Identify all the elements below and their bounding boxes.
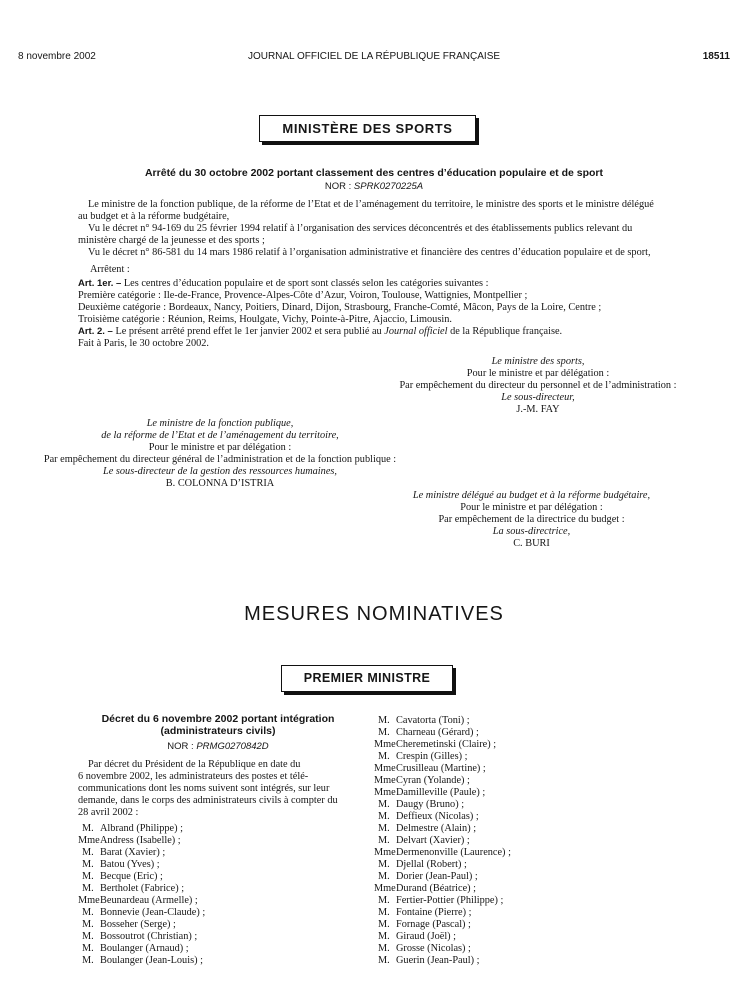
- category-line: Première catégorie : Ile-de-France, Provence-Alpes-Côte d’Azur, Voiron, Toulouse, Wattignies, Montpellier ;: [78, 290, 528, 301]
- signature-line: Par empêchement du directeur du personnel et de l’administration :: [399, 380, 677, 391]
- signature-line: Par empêchement de la directrice du budget :: [438, 514, 625, 525]
- name-entry: [374, 775, 674, 787]
- name-text: Cavatorta (Toni) ;: [396, 715, 470, 726]
- name-entry: [78, 835, 358, 847]
- signature-line: Par empêchement du directeur général de l’administration et de la fonction publique :: [43, 454, 397, 465]
- name-entry: [78, 847, 358, 859]
- article-2-text-b: de la République française.: [450, 326, 563, 337]
- name-text: Becque (Eric) ;: [100, 871, 163, 882]
- name-civility: M.: [378, 727, 390, 738]
- name-text: Daugy (Bruno) ;: [396, 799, 465, 810]
- name-civility: M.: [82, 955, 94, 966]
- name-text: Fertier-Pottier (Philippe) ;: [396, 895, 504, 906]
- decret-body-line: 6 novembre 2002, les administrateurs des postes et télé-: [78, 771, 309, 782]
- name-entry: [374, 811, 674, 823]
- name-entry: [374, 919, 674, 931]
- signature-line: Le sous-directeur de la gestion des ressources humaines,: [103, 466, 337, 477]
- preamble-line: Vu le décret n° 86-581 du 14 mars 1986 relatif à l’organisation administrative et financière des centres d’éducation populaire et de sport,: [88, 247, 651, 258]
- header-page-number: 18511: [702, 51, 730, 62]
- name-entry: [78, 931, 358, 943]
- premier-ministre-title: PREMIER MINISTRE: [303, 671, 431, 685]
- name-text: Grosse (Nicolas) ;: [396, 943, 471, 954]
- name-civility: M.: [82, 823, 94, 834]
- preamble-line: Vu le décret n° 94-169 du 25 février 1994 relatif à l’organisation des services déconcentrés et des établissements publics relevant du: [88, 223, 633, 234]
- article-2-text-a: Le présent arrêté prend effet le 1er janvier 2002 et sera publié au: [115, 326, 382, 337]
- decret-body-line: 28 avril 2002 :: [78, 807, 139, 818]
- article-1-label: Art. 1er. –: [78, 278, 122, 289]
- name-text: Charneau (Gérard) ;: [396, 727, 479, 738]
- name-text: Djellal (Robert) ;: [396, 859, 467, 870]
- name-text: Bertholet (Fabrice) ;: [100, 883, 185, 894]
- name-entry: [374, 823, 674, 835]
- name-entry: [78, 943, 358, 955]
- name-civility: Mme: [78, 835, 100, 846]
- signature-line: Le ministre délégué au budget et à la réforme budgétaire,: [412, 490, 651, 501]
- signature-line: J.-M. FAY: [516, 404, 560, 415]
- name-entry: [374, 931, 674, 943]
- name-text: Cyran (Yolande) ;: [396, 775, 470, 786]
- signature-line: B. COLONNA D’ISTRIA: [165, 478, 275, 489]
- names-list-left: [78, 823, 358, 967]
- name-text: Albrand (Philippe) ;: [100, 823, 183, 834]
- name-civility: Mme: [374, 847, 396, 858]
- name-text: Boulanger (Arnaud) ;: [100, 943, 189, 954]
- names-list-right: [374, 715, 674, 967]
- name-civility: M.: [378, 859, 390, 870]
- name-text: Dorier (Jean-Paul) ;: [396, 871, 478, 882]
- premier-ministre-box: [281, 665, 453, 692]
- name-civility: M.: [378, 931, 390, 942]
- name-entry: [374, 859, 674, 871]
- name-entry: [374, 739, 674, 751]
- name-civility: Mme: [374, 787, 396, 798]
- signature-line: Pour le ministre et par délégation :: [460, 502, 603, 513]
- name-civility: M.: [378, 823, 390, 834]
- signature-fonction-publique: [15, 418, 425, 490]
- decret-body-line: demande, dans le corps des administrateurs civils à compter du: [78, 795, 338, 806]
- header-date: 8 novembre 2002: [18, 51, 96, 62]
- arrete-nor-value: SPRK0270225A: [353, 181, 424, 192]
- name-entry: [374, 835, 674, 847]
- name-text: Andress (Isabelle) ;: [100, 835, 181, 846]
- name-text: Guerin (Jean-Paul) ;: [396, 955, 480, 966]
- name-civility: M.: [82, 907, 94, 918]
- name-text: Giraud (Joël) ;: [396, 931, 457, 942]
- name-text: Bosseher (Serge) ;: [100, 919, 176, 930]
- name-civility: Mme: [374, 763, 396, 774]
- name-text: Beunardeau (Armelle) ;: [100, 895, 198, 906]
- name-entry: [78, 871, 358, 883]
- signature-line: C. BURI: [513, 538, 550, 549]
- name-civility: M.: [82, 931, 94, 942]
- ministry-title: MINISTÈRE DES SPORTS: [282, 121, 453, 136]
- decret-body-line: communications dont les noms suivent sont intégrés, sur leur: [78, 783, 330, 794]
- name-civility: M.: [378, 871, 390, 882]
- decret-body-line: Par décret du Président de la République en date du: [88, 759, 301, 770]
- name-text: Fontaine (Pierre) ;: [396, 907, 472, 918]
- name-entry: [374, 883, 674, 895]
- name-civility: M.: [378, 811, 390, 822]
- article-1-heading: [78, 278, 694, 290]
- name-text: Boulanger (Jean-Louis) ;: [100, 955, 203, 966]
- signature-budget: [330, 490, 733, 550]
- name-entry: [78, 823, 358, 835]
- name-civility: M.: [82, 883, 94, 894]
- name-entry: [78, 859, 358, 871]
- name-entry: [374, 871, 674, 883]
- article-2-label: Art. 2. –: [78, 326, 113, 337]
- name-civility: Mme: [374, 775, 396, 786]
- article-2: [78, 326, 694, 338]
- name-text: Deffieux (Nicolas) ;: [396, 811, 479, 822]
- name-entry: [374, 907, 674, 919]
- signature-line: La sous-directrice,: [492, 526, 571, 537]
- decret-nor-label: NOR :: [167, 741, 194, 752]
- name-civility: Mme: [374, 883, 396, 894]
- category-line: Deuxième catégorie : Bordeaux, Nancy, Poitiers, Dinard, Dijon, Strasbourg, Franche-Comté, Mâcon, Pays de la Loire, Centre ;: [78, 302, 602, 313]
- name-text: Batou (Yves) ;: [100, 859, 160, 870]
- name-civility: M.: [378, 955, 390, 966]
- name-text: Delvart (Xavier) ;: [396, 835, 470, 846]
- decret-body: [78, 759, 358, 819]
- arrete-nor-label: NOR :: [324, 181, 352, 192]
- decret-title: [78, 713, 358, 737]
- arretent: Arrêtent :: [90, 264, 130, 275]
- name-entry: [374, 751, 674, 763]
- signature-line: Pour le ministre et par délégation :: [148, 442, 292, 453]
- name-entry: [78, 955, 358, 967]
- name-text: Durand (Béatrice) ;: [396, 883, 477, 894]
- arrete-preamble: [78, 199, 694, 259]
- decret-nor: [78, 741, 358, 752]
- signature-line: Le ministre de la fonction publique,: [146, 418, 294, 429]
- name-text: Crusilleau (Martine) ;: [396, 763, 486, 774]
- name-text: Damilleville (Paule) ;: [396, 787, 486, 798]
- name-entry: [374, 955, 674, 967]
- name-entry: [374, 727, 674, 739]
- name-civility: M.: [378, 751, 390, 762]
- name-entry: [374, 787, 674, 799]
- name-civility: M.: [378, 835, 390, 846]
- header-journal-title: JOURNAL OFFICIEL DE LA RÉPUBLIQUE FRANÇAISE: [247, 51, 501, 62]
- name-civility: M.: [82, 871, 94, 882]
- name-text: Crespin (Gilles) ;: [396, 751, 468, 762]
- name-text: Cheremetinski (Claire) ;: [396, 739, 497, 750]
- mesures-nominatives-title: MESURES NOMINATIVES: [244, 603, 504, 625]
- done-at: Fait à Paris, le 30 octobre 2002.: [78, 338, 209, 349]
- article-1: [78, 278, 694, 350]
- name-entry: [374, 799, 674, 811]
- name-civility: M.: [378, 919, 390, 930]
- name-entry: [374, 763, 674, 775]
- name-entry: [374, 847, 674, 859]
- name-entry: [78, 919, 358, 931]
- name-entry: [78, 895, 358, 907]
- name-text: Bonnevie (Jean-Claude) ;: [100, 907, 206, 918]
- name-civility: M.: [378, 715, 390, 726]
- name-civility: Mme: [78, 895, 100, 906]
- name-civility: M.: [82, 919, 94, 930]
- name-civility: M.: [378, 799, 390, 810]
- signature-line: Le ministre des sports,: [491, 356, 585, 367]
- name-text: Fornage (Pascal) ;: [396, 919, 471, 930]
- name-entry: [374, 715, 674, 727]
- name-entry: [374, 895, 674, 907]
- name-civility: M.: [378, 943, 390, 954]
- name-text: Bossoutrot (Christian) ;: [100, 931, 198, 942]
- name-entry: [78, 907, 358, 919]
- preamble-line: Le ministre de la fonction publique, de la réforme de l’Etat et de l’aménagement du territoire, le ministre des sports et le ministre délégué: [88, 199, 654, 210]
- article-1-text: Les centres d’éducation populaire et de sport sont classés selon les catégories suivantes :: [123, 278, 489, 289]
- signature-line: de la réforme de l’Etat et de l’aménagement du territoire,: [101, 430, 339, 441]
- article-2-journal: Journal officiel: [384, 326, 448, 337]
- decret-title-line2: (administrateurs civils): [160, 725, 276, 737]
- name-civility: Mme: [374, 739, 396, 750]
- name-text: Barat (Xavier) ;: [100, 847, 166, 858]
- name-entry: [374, 943, 674, 955]
- signature-line: Pour le ministre et par délégation :: [466, 368, 610, 379]
- name-civility: M.: [82, 943, 94, 954]
- arrete-title: Arrêté du 30 octobre 2002 portant classement des centres d’éducation populaire et de sport: [144, 167, 604, 179]
- preamble-line: ministère chargé de la jeunesse et des sports ;: [78, 235, 265, 246]
- name-civility: M.: [82, 859, 94, 870]
- category-line: Troisième catégorie : Réunion, Reims, Houlgate, Vichy, Pointe-à-Pitre, Ajaccio, Limousin.: [78, 314, 452, 325]
- name-civility: M.: [378, 907, 390, 918]
- arrete-nor: [0, 181, 748, 192]
- signature-sports: [320, 356, 748, 416]
- name-text: Dermenonville (Laurence) ;: [396, 847, 511, 858]
- decret-nor-value: PRMG0270842D: [196, 741, 269, 752]
- ministry-box: [259, 115, 476, 142]
- name-civility: M.: [82, 847, 94, 858]
- signature-line: Le sous-directeur,: [501, 392, 575, 403]
- name-text: Delmestre (Alain) ;: [396, 823, 477, 834]
- name-entry: [78, 883, 358, 895]
- name-civility: M.: [378, 895, 390, 906]
- preamble-line: au budget et à la réforme budgétaire,: [78, 211, 230, 222]
- decret-title-line1: Décret du 6 novembre 2002 portant intégration: [101, 713, 335, 725]
- header-journal: [0, 51, 748, 62]
